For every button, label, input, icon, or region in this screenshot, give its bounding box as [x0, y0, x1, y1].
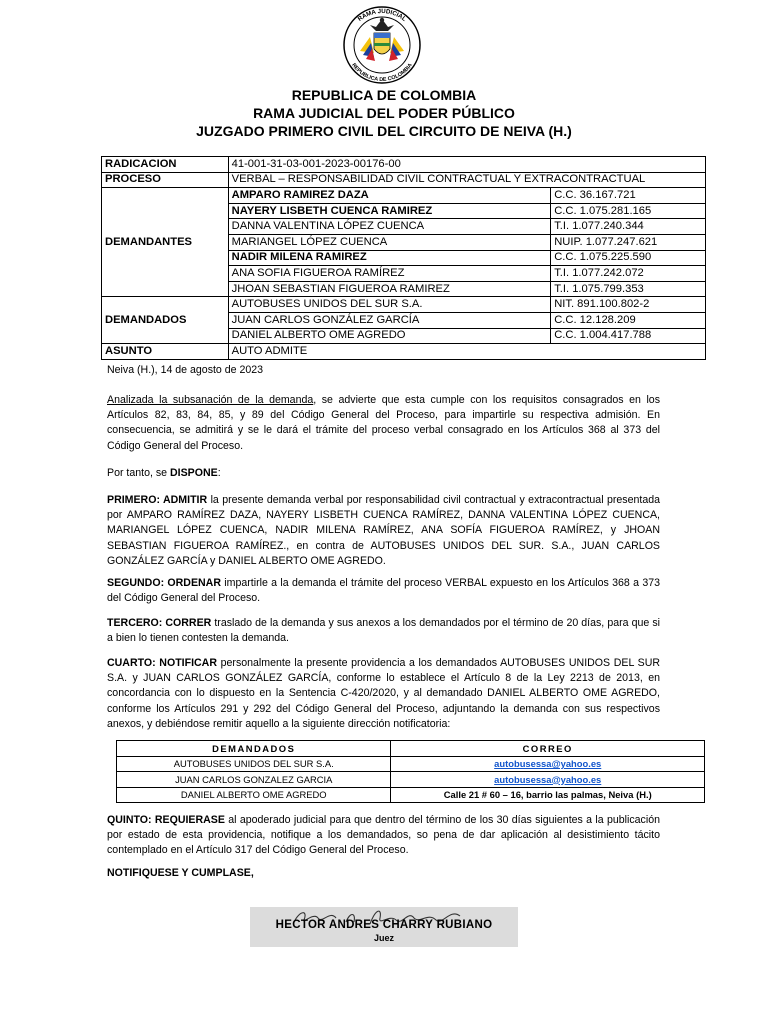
table-row: [117, 787, 705, 803]
table-row: [102, 188, 706, 204]
svg-text:RAMA JUDICIAL: RAMA JUDICIAL: [356, 7, 408, 23]
paragraph-analysis: [107, 393, 660, 454]
notif-name: JUAN CARLOS GONZALEZ GARCIA: [117, 772, 391, 788]
date-line: Neiva (H.), 14 de agosto de 2023: [107, 364, 264, 376]
paragraph-primero: [107, 493, 660, 569]
paragraph-quinto: [107, 813, 660, 859]
case-info-table: [101, 156, 706, 360]
demandado-id: NIT. 891.100.802-2: [551, 297, 706, 313]
demandado-name: JUAN CARLOS GONZÁLEZ GARCÍA: [228, 312, 551, 328]
tercero-label: TERCERO: CORRER: [107, 617, 212, 629]
court-branch: RAMA JUDICIAL DEL PODER PÚBLICO: [253, 105, 515, 121]
col-header-correo: CORREO: [391, 741, 705, 757]
court-country: REPUBLICA DE COLOMBIA: [291, 87, 477, 103]
analysis-text: , se advierte que esta cumple con los requisitos consagrados en los Artículos 82, 83, 84, 85, y 89 del Código General del Proceso, para impartirle su respectiva admisión. En consecuencia, se admitirá y se le dará el trámite del proceso verbal consagrado en los Artículos 368 al 373 del Código General del Proceso.: [107, 394, 660, 452]
table-row: [102, 157, 706, 173]
demandante-id: C.C. 1.075.225.590: [551, 250, 706, 266]
demandado-id: C.C. 1.004.417.788: [551, 328, 706, 344]
quinto-label: QUINTO: REQUIERASE: [107, 814, 225, 826]
signer-role: Juez: [373, 933, 394, 943]
radicacion-label: RADICACION: [102, 157, 229, 173]
radicacion-value: 41-001-31-03-001-2023-00176-00: [228, 157, 705, 173]
analysis-underlined: Analizada la subsanación de la demanda: [107, 394, 314, 406]
dispone-post: :: [217, 467, 221, 479]
demandante-name: DANNA VALENTINA LÓPEZ CUENCA: [228, 219, 551, 235]
paragraph-segundo: [107, 576, 660, 606]
notif-name: DANIEL ALBERTO OME AGREDO: [117, 787, 391, 803]
paragraph-dispone: [107, 466, 660, 481]
quinto-text: al apoderado judicial para que dentro del término de los 30 días siguientes a la publicación por estado de esta providencia, notifique a los demandados, so pena de dar aplicación al desistimiento tácito contemplado en el Artículo 317 del Código General del Proceso.: [107, 814, 660, 857]
svg-text:REPUBLICA DE COLOMBIA: REPUBLICA DE COLOMBIA: [350, 62, 414, 84]
demandante-id: T.I. 1.077.242.072: [551, 266, 706, 282]
dispone-pre: Por tanto, se: [107, 467, 171, 479]
demandante-id: T.I. 1.075.799.353: [551, 281, 706, 297]
demandado-id: C.C. 12.128.209: [551, 312, 706, 328]
col-header-demandados: DEMANDADOS: [117, 741, 391, 757]
demandante-id: C.C. 1.075.281.165: [551, 203, 706, 219]
paragraph-cuarto: [107, 656, 660, 732]
email-link[interactable]: autobusessa@yahoo.es: [494, 758, 602, 770]
demandantes-label: DEMANDANTES: [102, 188, 229, 297]
notification-table: [116, 740, 705, 803]
segundo-text: impartirle a la demanda el trámite del proceso VERBAL expuesto en los Artículos 368 a 373 del Código General del Proceso.: [107, 577, 661, 605]
judicial-seal-logo: [330, 5, 434, 85]
table-row: [102, 172, 706, 188]
notif-contact: [391, 772, 705, 788]
demandante-name: AMPARO RAMIREZ DAZA: [228, 188, 551, 204]
asunto-value: AUTO ADMITE: [228, 344, 705, 360]
primero-text: la presente demanda verbal por responsabilidad civil contractual y extracontractual presentada por AMPARO RAMÍREZ DAZA, NAYERY LISBETH CUENCA RAMÍREZ, DANNA VALENTINA LÓPEZ CUENCA, MARIANGEL LÓPEZ CUENCA, NADIR MILENA RAMÍREZ, ANA SOFÍA FIGUEROA RAMÍREZ, y JHOAN SEBASTIAN FIGUEROA RAMÍREZ., en contra de AUTOBUSES UNIDOS DEL SUR. S.A., JUAN CARLOS GONZÁLEZ GARCÍA y DANIEL ALBERTO OME AGREDO.: [107, 494, 660, 567]
proceso-label: PROCESO: [102, 172, 229, 188]
signer-name: HECTOR ANDRES CHARRY RUBIANO: [275, 919, 493, 931]
notif-contact: [391, 756, 705, 772]
demandante-name: MARIANGEL LÓPEZ CUENCA: [228, 234, 551, 250]
table-row: [117, 756, 705, 772]
asunto-label: ASUNTO: [102, 344, 229, 360]
demandante-name: NADIR MILENA RAMIREZ: [228, 250, 551, 266]
primero-label: PRIMERO: ADMITIR: [107, 494, 208, 506]
segundo-label: SEGUNDO: ORDENAR: [107, 577, 221, 589]
demandante-name: JHOAN SEBASTIAN FIGUEROA RAMIREZ: [228, 281, 551, 297]
proceso-value: VERBAL – RESPONSABILIDAD CIVIL CONTRACTUAL Y EXTRACONTRACTUAL: [228, 172, 705, 188]
court-name: JUZGADO PRIMERO CIVIL DEL CIRCUITO DE NEIVA (H.): [196, 123, 572, 139]
table-header-row: [117, 741, 705, 757]
demandado-name: AUTOBUSES UNIDOS DEL SUR S.A.: [228, 297, 551, 313]
cuarto-text: personalmente la presente providencia a los demandados AUTOBUSES UNIDOS DEL SUR S.A. y JUAN CARLOS GONZÁLEZ GARCÍA, conforme lo establece el Artículo 8 de la Ley 2213 de 2013, en concordancia con lo dispuesto en la Sentencia C-420/2020, y al demandado DANIEL ALBERTO OME AGREDO, conforme los Artículos 291 y 292 del Código General del Proceso, adjuntando la demanda con sus respectivos anexos, y debiéndose remitir aquello a la siguiente dirección notificatoria:: [107, 657, 660, 730]
email-link[interactable]: autobusessa@yahoo.es: [494, 773, 602, 785]
table-row: [102, 297, 706, 313]
notif-name: AUTOBUSES UNIDOS DEL SUR S.A.: [117, 756, 391, 772]
table-row: [117, 772, 705, 788]
demandante-name: NAYERY LISBETH CUENCA RAMIREZ: [228, 203, 551, 219]
tercero-text: traslado de la demanda y sus anexos a los demandados por el término de 20 días, para que si a bien lo tienen contesten la demanda.: [107, 617, 660, 645]
notif-address: Calle 21 # 60 – 16, barrio las palmas, Neiva (H.): [391, 787, 705, 803]
demandado-name: DANIEL ALBERTO OME AGREDO: [228, 328, 551, 344]
demandados-label: DEMANDADOS: [102, 297, 229, 344]
dispone-bold: DISPONE: [170, 467, 218, 479]
paragraph-tercero: [107, 616, 660, 646]
closing-line: NOTIFIQUESE Y CUMPLASE,: [107, 867, 254, 879]
demandante-id: NUIP. 1.077.247.621: [551, 234, 706, 250]
demandante-id: C.C. 36.167.721: [551, 188, 706, 204]
table-row: [102, 344, 706, 360]
demandante-id: T.I. 1.077.240.344: [551, 219, 706, 235]
demandante-name: ANA SOFIA FIGUEROA RAMÍREZ: [228, 266, 551, 282]
cuarto-label: CUARTO: NOTIFICAR: [107, 657, 217, 669]
